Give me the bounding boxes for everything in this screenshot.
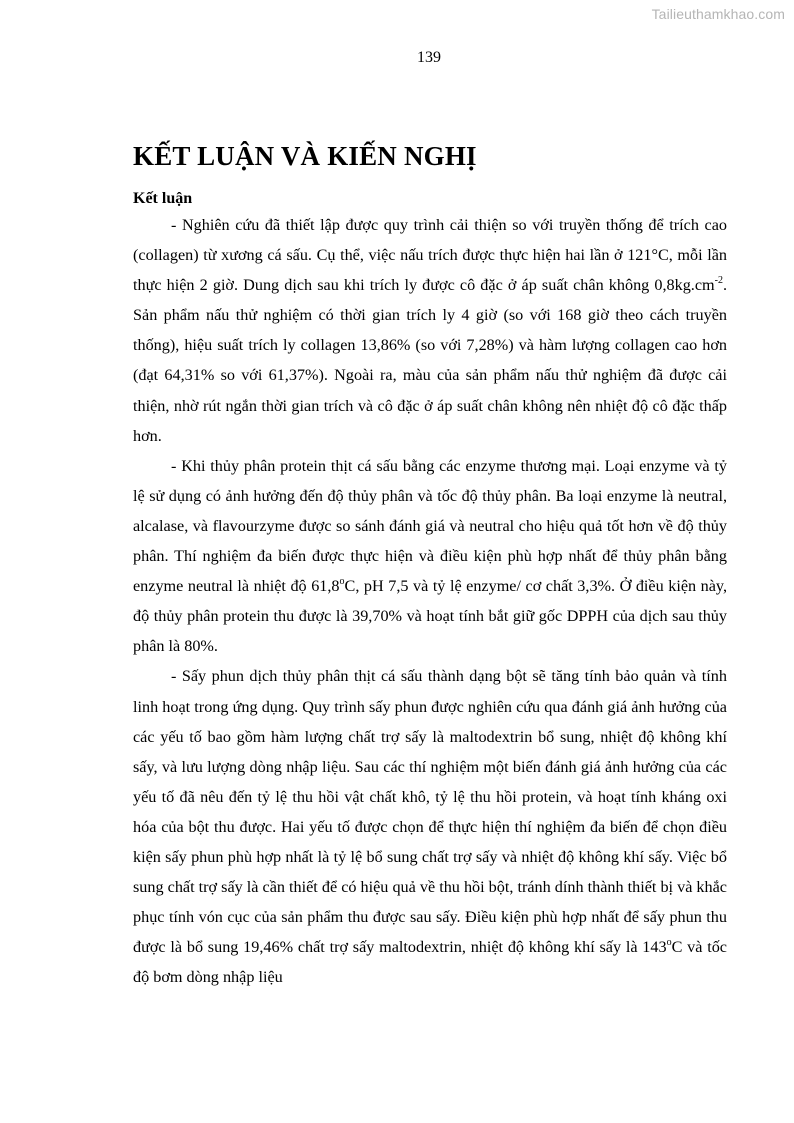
paragraph-text: C, pH 7,5 và tỷ lệ enzyme/ cơ chất 3,3%. Ở điều kiện này, độ thủy phân protein thu được là 39,70% và hoạt tính bắt giữ gốc DPPH của dịch sau thủy phân là 80%. — [133, 577, 728, 656]
document-body — [133, 210, 727, 992]
superscript: o — [339, 575, 345, 587]
paragraph-spray-drying — [133, 661, 727, 992]
superscript: o — [666, 936, 672, 948]
paragraph-text: C và tốc độ bơm dòng nhập liệu — [133, 938, 727, 987]
page-number: 139 — [417, 49, 441, 66]
page-title: KẾT LUẬN VÀ KIẾN NGHỊ — [133, 141, 477, 171]
paragraph-text: - Sấy phun dịch thủy phân thịt cá sấu thành dạng bột sẽ tăng tính bảo quản và tính linh hoạt trong ứng dụng. Quy trình sấy phun được nghiên cứu qua đánh giá ảnh hưởng của các yếu tố bao gồm hàm lượng chất trợ sấy là maltodextrin bổ sung, nhiệt độ không khí sấy, và lưu lượng dòng nhập liệu. Sau các thí nghiệm một biến đánh giá ảnh hưởng của các yếu tố đã nêu đến tỷ lệ thu hồi vật chất khô, tỷ lệ thu hồi protein, và hoạt tính kháng oxi hóa của bột thu được. Hai yếu tố được chọn để thực hiện thí nghiệm đa biến để chọn điều kiện sấy phun phù hợp nhất là tỷ lệ bổ sung chất trợ sấy và nhiệt độ không khí sấy. Việc bổ sung chất trợ sấy là cần thiết để có hiệu quả về thu hồi bột, tránh dính thành thiết bị và khắc phục tính vón cục của sản phẩm thu được sau sấy. Điều kiện phù hợp nhất để sấy phun thu được là bổ sung 19,46% chất trợ sấy maltodextrin, nhiệt độ không khí sấy là 143 — [133, 667, 727, 957]
paragraph-collagen — [133, 210, 727, 451]
section-heading: Kết luận — [133, 190, 193, 207]
paragraph-text: - Nghiên cứu đã thiết lập được quy trình cải thiện so với truyền thống để trích cao (collagen) từ xương cá sấu. Cụ thể, việc nấu trích được thực hiện hai lần ở 121°C, mỗi lần thực hiện 2 giờ. Dung dịch sau khi trích ly được cô đặc ở áp suất chân không 0,8kg.cm — [133, 216, 727, 295]
watermark: Tailieuthamkhao.com — [651, 6, 785, 22]
paragraph-text: - Khi thủy phân protein thịt cá sấu bằng các enzyme thương mại. Loại enzyme và tỷ lệ sử dụng có ảnh hưởng đến độ thủy phân và tốc độ thủy phân. Ba loại enzyme là neutral, alcalase, và flavourzyme được so sánh đánh giá và neutral cho hiệu quả tốt hơn về độ thủy phân. Thí nghiệm đa biến được thực hiện và điều kiện phù hợp nhất để thủy phân bằng enzyme neutral là nhiệt độ 61,8 — [133, 456, 727, 596]
paragraph-hydrolysis — [133, 451, 727, 662]
paragraph-text: . Sản phẩm nấu thử nghiệm có thời gian trích ly 4 giờ (so với 168 giờ theo cách truyền thống), hiệu suất trích ly collagen 13,86% (so với 7,28%) và hàm lượng collagen cao hơn (đạt 64,31% so với 61,37%). Ngoài ra, màu của sản phẩm nấu thử nghiệm đã được cải thiện, nhờ rút ngắn thời gian trích và cô đặc ở áp suất chân không nên nhiệt độ cô đặc thấp hơn. — [133, 276, 727, 445]
superscript: -2 — [714, 274, 723, 286]
